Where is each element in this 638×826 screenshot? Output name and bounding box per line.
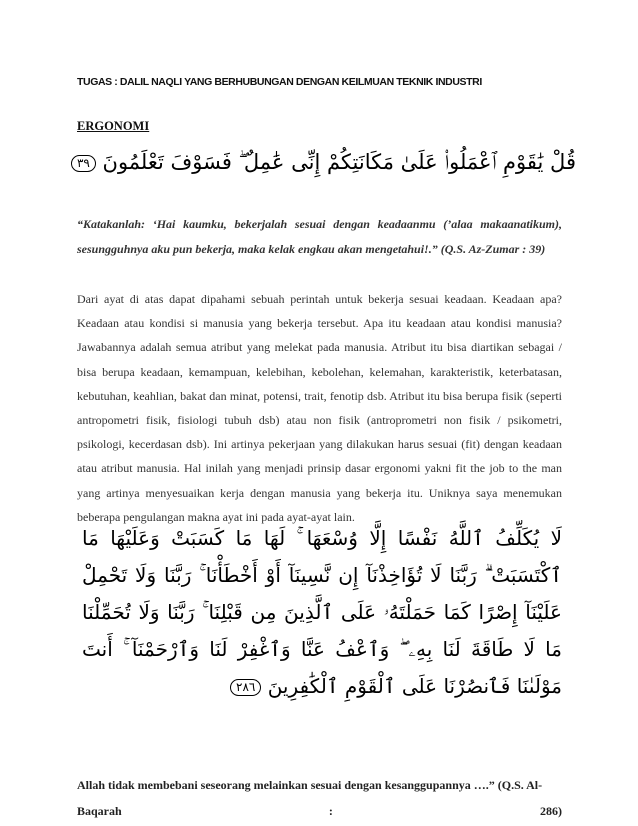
verse-number-badge: ٣٩ [71, 155, 96, 172]
closing-separator: : [328, 804, 333, 818]
verse-translation: “Katakanlah: ‘Hai kaumku, bekerjalah sesuai dengan keadaanmu (’alaa makaanatikum), sesungguhnya aku pun bekerja, maka kelak engkau akan mengetahui!.” (Q.S. Az-Zumar : 39) [77, 217, 562, 256]
closing-translation [77, 772, 562, 824]
closing-source-name: Baqarah [77, 804, 122, 818]
assignment-heading: TUGAS : DALIL NAQLI YANG BERHUBUNGAN DENGAN KEILMUAN TEKNIK INDUSTRI [77, 76, 482, 88]
section-title: ERGONOMI [77, 119, 150, 133]
closing-line-1: Allah tidak membebani seseorang melainkan sesuai dengan kesanggupannya ….” (Q.S. Al- [77, 778, 543, 792]
closing-verse-ref: 286) [540, 804, 562, 818]
quran-verse-az-zumar-39 [65, 150, 576, 175]
quran-verse-al-baqarah-286 [82, 520, 562, 705]
verse-number-badge: ٢٨٦ [230, 679, 261, 696]
closing-line-2 [77, 798, 562, 824]
body-paragraph: Dari ayat di atas dapat dipahami sebuah perintah untuk bekerja sesuai keadaan. Keadaan apa? Keadaan atau kondisi si manusia yang bekerja tersebut. Apa itu keadaan atau kondisi manusia? Jawabannya adalah semua atribut yang melekat pada manusia. Atribut itu bisa diartikan sebagai / bisa berupa keadaan, kemampuan, kelebihan, kebolehan, kelemahan, karakteristik, keterbatasan, kebutuhan, keahlian, bakat dan minat, potensi, trait, fenotip dsb. Atribut itu bisa berupa fisik (seperti antropometri fisik, fisiologi tubuh dsb) atau non fisik (antroprometri non fisik / psikometri, psikologi, kecerdasan dsb). Ini artinya pekerjaan yang dilakukan harus sesuai (fit) dengan keadaan atau atribut manusia. Hal inilah yang menjadi prinsip dasar ergonomi yakni fit the job to the man yang artinya menyesuaikan kerja dengan manusia yang bekerja itu. Uniknya saya menemukan beberapa pengulangan makna ayat ini pada ayat-ayat lain. [77, 292, 562, 524]
verse-text: قُلْ يَٰقَوْمِ ٱعْمَلُوا۟ عَلَىٰ مَكَانَتِكُمْ إِنِّى عَٰمِلٌ ۖ فَسَوْفَ تَعْلَمُونَ [102, 150, 576, 174]
verse-text: لَا يُكَلِّفُ ٱللَّهُ نَفْسًا إِلَّا وُسْعَهَا ۚ لَهَا مَا كَسَبَتْ وَعَلَيْهَا مَا ٱكْتَسَبَتْ ۗ رَبَّنَا لَا تُؤَاخِذْنَآ إِن نَّسِينَآ أَوْ أَخْطَأْنَا ۚ رَبَّنَا وَلَا تَحْمِلْ عَلَيْنَآ إِصْرًا كَمَا حَمَلْتَهُۥ عَلَى ٱلَّذِينَ مِن قَبْلِنَا ۚ رَبَّنَا وَلَا تُحَمِّلْنَا مَا لَا طَاقَةَ لَنَا بِهِۦ ۖ وَٱعْفُ عَنَّا وَٱغْفِرْ لَنَا وَٱرْحَمْنَآ ۚ أَنتَ مَوْلَىٰنَا فَٱنصُرْنَا عَلَى ٱلْقَوْمِ ٱلْكَٰفِرِينَ [82, 526, 562, 698]
